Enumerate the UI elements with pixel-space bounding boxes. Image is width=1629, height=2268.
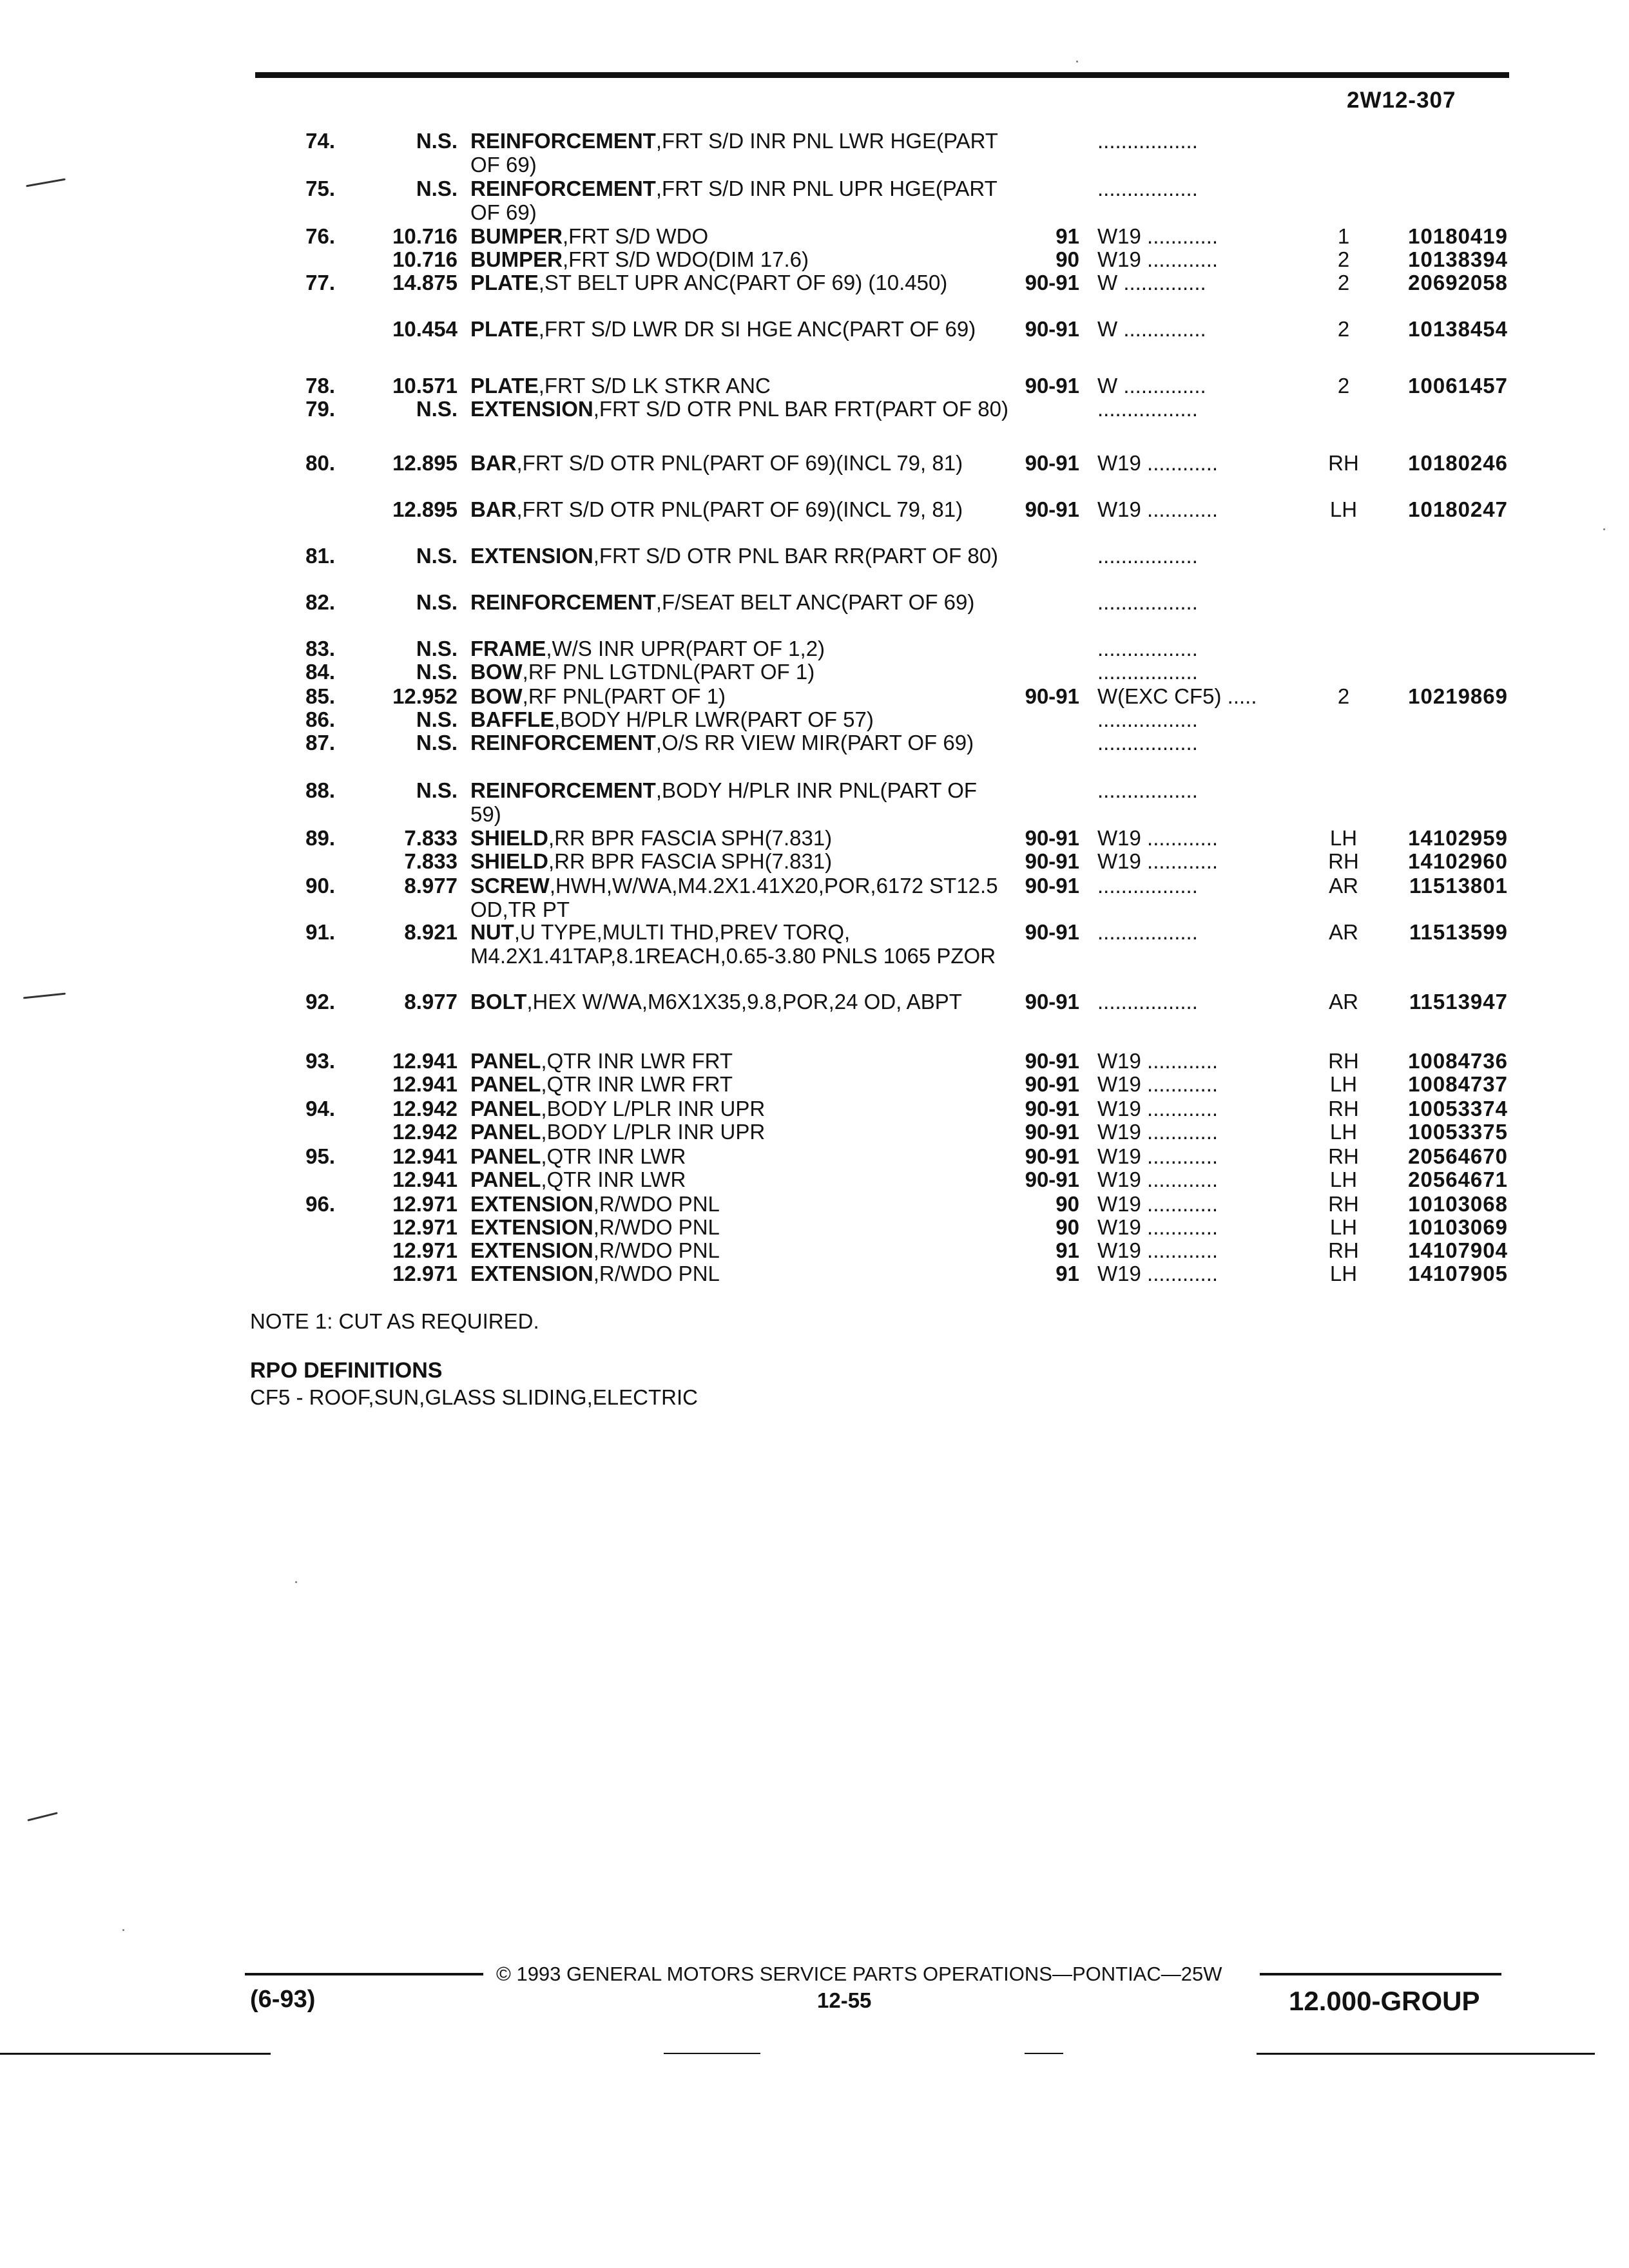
part-detail: ,BODY H/PLR INR PNL(PART OF 59): [470, 778, 978, 826]
part-name: BOW: [470, 684, 523, 708]
table-row: [0, 590, 1629, 639]
part-number: 10138454: [1408, 317, 1508, 341]
group-number: 12.971: [392, 1192, 458, 1216]
model-code: W19 ............: [1097, 1049, 1219, 1073]
part-detail: ,O/S RR VIEW MIR(PART OF 69): [655, 731, 974, 754]
ref-number: 92.: [305, 990, 335, 1014]
part-number: 14102959: [1408, 826, 1508, 850]
scan-speck: [295, 1581, 297, 1583]
part-detail: ,FRT S/D WDO(DIM 17.6): [563, 247, 809, 271]
rpo-definition: CF5 - ROOF,SUN,GLASS SLIDING,ELECTRIC: [250, 1385, 698, 1409]
ref-number: 83.: [305, 637, 335, 660]
part-name: REINFORCEMENT: [470, 590, 656, 614]
group-number: 10.571: [392, 374, 458, 398]
part-description: [470, 317, 1008, 341]
part-description: [470, 397, 1008, 421]
ref-number: 95.: [305, 1144, 335, 1168]
model-code: .................: [1097, 920, 1198, 944]
part-number: 10103069: [1408, 1215, 1508, 1239]
part-name: BUMPER: [470, 247, 563, 271]
model-year: 90-91: [1025, 874, 1079, 898]
part-description: [470, 247, 1008, 271]
part-description: [470, 826, 1008, 850]
group-number: N.S.: [416, 177, 458, 200]
bottom-rule-mid: [664, 2053, 760, 2054]
part-description: [470, 874, 1008, 921]
quantity: RH: [1328, 451, 1359, 475]
date-code: (6-93): [250, 1986, 316, 2013]
part-description: [470, 990, 1008, 1014]
part-name: EXTENSION: [470, 1215, 593, 1239]
part-detail: ,HWH,W/WA,M4.2X1.41X20,POR,6172 ST12.5 OD,TR PT: [470, 874, 998, 921]
model-code: W19 ............: [1097, 224, 1219, 248]
part-detail: ,FRT S/D INR PNL LWR HGE(PART OF 69): [470, 129, 998, 177]
part-name: PLATE: [470, 374, 539, 398]
model-code: W19 ............: [1097, 1215, 1219, 1239]
part-name: REINFORCEMENT: [470, 731, 656, 754]
model-code: W19 ............: [1097, 1262, 1219, 1285]
model-year: 90-91: [1025, 1097, 1079, 1120]
part-detail: ,BODY H/PLR LWR(PART OF 57): [554, 707, 874, 731]
part-detail: ,FRT S/D OTR PNL(PART OF 69)(INCL 79, 81): [516, 451, 963, 475]
part-number: 14102960: [1408, 849, 1508, 873]
part-description: [470, 374, 1008, 398]
group-number: N.S.: [416, 590, 458, 614]
footer-rule-right: [1260, 1973, 1501, 1975]
document-id: 2W12-307: [1347, 88, 1456, 113]
model-code: .................: [1097, 778, 1198, 802]
model-code: .................: [1097, 660, 1198, 684]
group-number: 12.971: [392, 1215, 458, 1239]
table-row: [0, 920, 1629, 969]
part-name: SHIELD: [470, 826, 549, 850]
part-detail: ,W/S INR UPR(PART OF 1,2): [546, 637, 825, 660]
table-row: [0, 990, 1629, 1039]
part-description: [470, 1097, 1008, 1120]
table-row: [0, 1262, 1629, 1311]
part-name: BAR: [470, 497, 517, 521]
quantity: LH: [1329, 1072, 1358, 1096]
part-description: [470, 129, 1008, 177]
ref-number: 77.: [305, 271, 335, 294]
part-name: PANEL: [470, 1097, 541, 1120]
part-name: EXTENSION: [470, 1262, 593, 1285]
part-detail: ,QTR INR LWR FRT: [541, 1072, 733, 1096]
part-description: [470, 778, 1008, 826]
part-number: 10061457: [1408, 374, 1508, 398]
part-detail: ,FRT S/D LK STKR ANC: [538, 374, 771, 398]
part-number: 11513801: [1409, 874, 1508, 898]
group-number: N.S.: [416, 707, 458, 731]
part-number: 10138394: [1408, 247, 1508, 271]
table-row: [0, 177, 1629, 226]
model-year: 90-91: [1025, 849, 1079, 873]
model-code: W19 ............: [1097, 849, 1219, 873]
quantity: 2: [1337, 374, 1350, 398]
part-detail: ,R/WDO PNL: [593, 1262, 720, 1285]
model-code: .................: [1097, 990, 1198, 1014]
model-code: .................: [1097, 129, 1198, 153]
part-description: [470, 920, 1008, 968]
table-row: [0, 451, 1629, 500]
ref-number: 82.: [305, 590, 335, 614]
part-detail: ,U TYPE,MULTI THD,PREV TORQ, M4.2X1.41TAP,8.1REACH,0.65-3.80 PNLS 1065 PZOR: [470, 920, 996, 968]
part-description: [470, 660, 1008, 684]
model-code: W19 ............: [1097, 1168, 1219, 1191]
quantity: AR: [1329, 920, 1358, 944]
part-name: PANEL: [470, 1120, 541, 1144]
model-year: 90-91: [1025, 1144, 1079, 1168]
model-code: W(EXC CF5) .....: [1097, 684, 1257, 708]
part-number: 20692058: [1408, 271, 1508, 294]
group-number: 8.921: [404, 920, 458, 944]
group-number: 12.895: [392, 497, 458, 521]
model-year: 91: [1055, 1238, 1079, 1262]
group-number: 12.941: [392, 1049, 458, 1073]
part-detail: ,R/WDO PNL: [593, 1238, 720, 1262]
part-description: [470, 177, 1008, 224]
part-description: [470, 271, 1008, 294]
model-code: W19 ............: [1097, 1192, 1219, 1216]
model-code: W19 ............: [1097, 1120, 1219, 1144]
ref-number: 85.: [305, 684, 335, 708]
copyright: © 1993 GENERAL MOTORS SERVICE PARTS OPERATIONS—PONTIAC—25W: [496, 1963, 1222, 1985]
group-number: 12.941: [392, 1144, 458, 1168]
part-number: 20564671: [1408, 1168, 1508, 1191]
margin-mark: [27, 1812, 57, 1821]
part-name: REINFORCEMENT: [470, 177, 656, 200]
model-year: 91: [1055, 1262, 1079, 1285]
part-detail: ,RR BPR FASCIA SPH(7.831): [548, 826, 833, 850]
footer-rule-left: [245, 1973, 483, 1975]
group-number: 12.895: [392, 451, 458, 475]
ref-number: 90.: [305, 874, 335, 898]
part-name: REINFORCEMENT: [470, 129, 656, 153]
part-number: 20564670: [1408, 1144, 1508, 1168]
ref-number: 81.: [305, 544, 335, 568]
part-description: [470, 1144, 1008, 1168]
part-detail: ,BODY L/PLR INR UPR: [541, 1120, 766, 1144]
quantity: AR: [1329, 990, 1358, 1014]
group-number: 7.833: [404, 826, 458, 850]
model-code: .................: [1097, 590, 1198, 614]
part-description: [470, 1238, 1008, 1262]
ref-number: 76.: [305, 224, 335, 248]
group-number: N.S.: [416, 660, 458, 684]
part-detail: ,ST BELT UPR ANC(PART OF 69) (10.450): [538, 271, 948, 294]
model-code: .................: [1097, 637, 1198, 660]
model-code: W ..............: [1097, 271, 1206, 294]
part-detail: ,F/SEAT BELT ANC(PART OF 69): [655, 590, 975, 614]
part-detail: ,FRT S/D INR PNL UPR HGE(PART OF 69): [470, 177, 998, 224]
part-number: 10053375: [1408, 1120, 1508, 1144]
part-detail: ,FRT S/D OTR PNL(PART OF 69)(INCL 79, 81): [516, 497, 963, 521]
model-code: W ..............: [1097, 317, 1206, 341]
quantity: 2: [1337, 271, 1350, 294]
group-number: 12.971: [392, 1238, 458, 1262]
part-detail: ,BODY L/PLR INR UPR: [541, 1097, 766, 1120]
ref-number: 88.: [305, 778, 335, 802]
group-number: 12.971: [392, 1262, 458, 1285]
part-name: EXTENSION: [470, 544, 593, 568]
ref-number: 84.: [305, 660, 335, 684]
part-name: BOW: [470, 660, 523, 684]
bottom-rule-left: [0, 2053, 271, 2055]
ref-number: 80.: [305, 451, 335, 475]
part-description: [470, 1215, 1008, 1239]
model-year: 90-91: [1025, 684, 1079, 708]
part-description: [470, 637, 1008, 660]
model-year: 90-91: [1025, 271, 1079, 294]
model-code: .................: [1097, 544, 1198, 568]
model-year: 90-91: [1025, 317, 1079, 341]
model-code: W19 ............: [1097, 1072, 1219, 1096]
ref-number: 87.: [305, 731, 335, 754]
table-row: [0, 731, 1629, 780]
part-description: [470, 497, 1008, 521]
part-description: [470, 1072, 1008, 1096]
model-year: 90-91: [1025, 1168, 1079, 1191]
part-name: SHIELD: [470, 849, 549, 873]
part-detail: ,RF PNL LGTDNL(PART OF 1): [522, 660, 815, 684]
part-description: [470, 731, 1008, 754]
model-year: 90: [1055, 247, 1079, 271]
model-code: W19 ............: [1097, 451, 1219, 475]
table-row: [0, 778, 1629, 827]
quantity: LH: [1329, 497, 1358, 521]
part-number: 10103068: [1408, 1192, 1508, 1216]
model-code: W19 ............: [1097, 826, 1219, 850]
rpo-heading: RPO DEFINITIONS: [250, 1358, 443, 1383]
ref-number: 86.: [305, 707, 335, 731]
part-number: 10084737: [1408, 1072, 1508, 1096]
table-row: [0, 544, 1629, 593]
part-detail: ,RF PNL(PART OF 1): [522, 684, 726, 708]
part-name: EXTENSION: [470, 1192, 593, 1216]
model-code: W19 ............: [1097, 1144, 1219, 1168]
part-description: [470, 1120, 1008, 1144]
part-name: PANEL: [470, 1049, 541, 1073]
model-code: .................: [1097, 874, 1198, 898]
group-number: N.S.: [416, 637, 458, 660]
part-description: [470, 849, 1008, 873]
part-name: PLATE: [470, 271, 539, 294]
page-number: 12-55: [817, 1988, 872, 2012]
part-name: PANEL: [470, 1144, 541, 1168]
part-number: 10053374: [1408, 1097, 1508, 1120]
quantity: LH: [1329, 826, 1358, 850]
part-detail: ,FRT S/D LWR DR SI HGE ANC(PART OF 69): [538, 317, 976, 341]
ref-number: 89.: [305, 826, 335, 850]
model-year: 90-91: [1025, 826, 1079, 850]
group-number: 10.716: [392, 224, 458, 248]
quantity: LH: [1329, 1215, 1358, 1239]
group-number: 12.942: [392, 1097, 458, 1120]
part-detail: ,QTR INR LWR: [541, 1144, 686, 1168]
model-year: 90-91: [1025, 1049, 1079, 1073]
group-label: 12.000-GROUP: [1289, 1986, 1480, 2016]
group-number: 10.716: [392, 247, 458, 271]
part-detail: ,R/WDO PNL: [593, 1215, 720, 1239]
group-number: N.S.: [416, 778, 458, 802]
model-code: W19 ............: [1097, 497, 1219, 521]
model-code: .................: [1097, 397, 1198, 421]
part-detail: ,R/WDO PNL: [593, 1192, 720, 1216]
part-description: [470, 590, 1008, 614]
part-name: BAFFLE: [470, 707, 555, 731]
part-detail: ,QTR INR LWR FRT: [541, 1049, 733, 1073]
group-number: 8.977: [404, 990, 458, 1014]
header-rule: [255, 72, 1509, 78]
quantity: LH: [1329, 1262, 1358, 1285]
part-description: [470, 224, 1008, 248]
part-detail: ,FRT S/D WDO: [563, 224, 709, 248]
part-number: 10180247: [1408, 497, 1508, 521]
group-number: N.S.: [416, 731, 458, 754]
table-row: [0, 317, 1629, 366]
model-year: 90-91: [1025, 990, 1079, 1014]
model-year: 90: [1055, 1215, 1079, 1239]
part-description: [470, 1049, 1008, 1073]
part-description: [470, 707, 1008, 731]
model-year: 90: [1055, 1192, 1079, 1216]
part-name: SCREW: [470, 874, 550, 898]
table-row: [0, 129, 1629, 178]
quantity: RH: [1328, 1049, 1359, 1073]
quantity: RH: [1328, 1097, 1359, 1120]
group-number: N.S.: [416, 397, 458, 421]
part-name: PLATE: [470, 317, 539, 341]
model-year: 90-91: [1025, 920, 1079, 944]
quantity: LH: [1329, 1120, 1358, 1144]
part-name: BUMPER: [470, 224, 563, 248]
group-number: 12.941: [392, 1072, 458, 1096]
note: NOTE 1: CUT AS REQUIRED.: [250, 1309, 539, 1333]
model-year: 90-91: [1025, 1120, 1079, 1144]
model-year: 90-91: [1025, 1072, 1079, 1096]
part-description: [470, 451, 1008, 475]
model-code: .................: [1097, 707, 1198, 731]
part-name: BOLT: [470, 990, 527, 1014]
model-year: 90-91: [1025, 374, 1079, 398]
table-row: [0, 397, 1629, 446]
model-code: W19 ............: [1097, 1097, 1219, 1120]
table-row: [0, 497, 1629, 546]
part-detail: ,FRT S/D OTR PNL BAR FRT(PART OF 80): [593, 397, 1008, 421]
group-number: 12.942: [392, 1120, 458, 1144]
model-year: 90-91: [1025, 451, 1079, 475]
model-year: 90-91: [1025, 497, 1079, 521]
bottom-rule-right: [1257, 2053, 1595, 2055]
model-code: .................: [1097, 731, 1198, 754]
part-detail: ,HEX W/WA,M6X1X35,9.8,POR,24 OD, ABPT: [526, 990, 962, 1014]
part-number: 10180419: [1408, 224, 1508, 248]
quantity: AR: [1329, 874, 1358, 898]
group-number: 8.977: [404, 874, 458, 898]
ref-number: 94.: [305, 1097, 335, 1120]
scan-speck: [1076, 61, 1078, 62]
group-number: 12.952: [392, 684, 458, 708]
group-number: N.S.: [416, 544, 458, 568]
group-number: N.S.: [416, 129, 458, 153]
part-description: [470, 1192, 1008, 1216]
quantity: RH: [1328, 849, 1359, 873]
part-name: PANEL: [470, 1168, 541, 1191]
part-number: 14107905: [1408, 1262, 1508, 1285]
part-detail: ,QTR INR LWR: [541, 1168, 686, 1191]
model-year: 91: [1055, 224, 1079, 248]
part-name: PANEL: [470, 1072, 541, 1096]
quantity: LH: [1329, 1168, 1358, 1191]
part-name: FRAME: [470, 637, 546, 660]
quantity: 1: [1337, 224, 1350, 248]
part-description: [470, 684, 1008, 708]
bottom-rule-mid2: [1025, 2053, 1063, 2054]
part-description: [470, 1168, 1008, 1191]
ref-number: 93.: [305, 1049, 335, 1073]
part-number: 11513599: [1409, 920, 1508, 944]
quantity: RH: [1328, 1192, 1359, 1216]
ref-number: 78.: [305, 374, 335, 398]
quantity: RH: [1328, 1144, 1359, 1168]
part-number: 14107904: [1408, 1238, 1508, 1262]
ref-number: 74.: [305, 129, 335, 153]
ref-number: 79.: [305, 397, 335, 421]
quantity: 2: [1337, 247, 1350, 271]
part-number: 11513947: [1409, 990, 1508, 1014]
table-row: [0, 271, 1629, 320]
table-row: [0, 874, 1629, 923]
part-detail: ,RR BPR FASCIA SPH(7.831): [548, 849, 833, 873]
part-number: 10084736: [1408, 1049, 1508, 1073]
part-name: EXTENSION: [470, 1238, 593, 1262]
group-number: 10.454: [392, 317, 458, 341]
model-code: W19 ............: [1097, 247, 1219, 271]
part-number: 10180246: [1408, 451, 1508, 475]
part-number: 10219869: [1408, 684, 1508, 708]
ref-number: 91.: [305, 920, 335, 944]
group-number: 12.941: [392, 1168, 458, 1191]
part-name: EXTENSION: [470, 397, 593, 421]
quantity: 2: [1337, 317, 1350, 341]
ref-number: 75.: [305, 177, 335, 200]
part-name: BAR: [470, 451, 517, 475]
part-description: [470, 1262, 1008, 1285]
ref-number: 96.: [305, 1192, 335, 1216]
part-detail: ,FRT S/D OTR PNL BAR RR(PART OF 80): [593, 544, 999, 568]
quantity: RH: [1328, 1238, 1359, 1262]
model-code: W ..............: [1097, 374, 1206, 398]
model-code: .................: [1097, 177, 1198, 200]
scan-speck: [122, 1929, 124, 1931]
part-description: [470, 544, 1008, 568]
group-number: 7.833: [404, 849, 458, 873]
model-code: W19 ............: [1097, 1238, 1219, 1262]
quantity: 2: [1337, 684, 1350, 708]
part-name: NUT: [470, 920, 514, 944]
part-name: REINFORCEMENT: [470, 778, 656, 802]
group-number: 14.875: [392, 271, 458, 294]
